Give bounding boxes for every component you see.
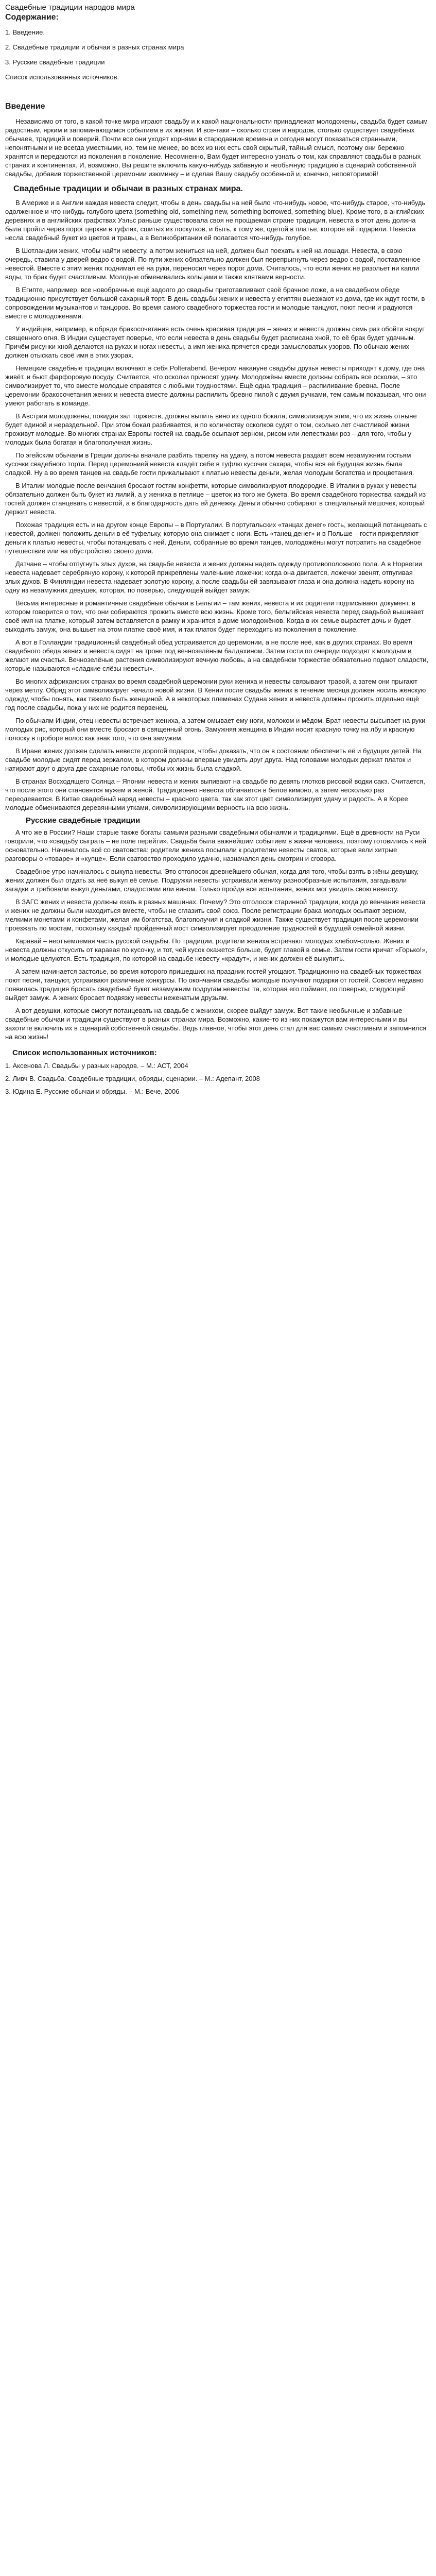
toc-item: 2. Свадебные традиции и обычаи в разных странах мира xyxy=(5,43,184,51)
source-item: 2. Ливч В. Свадьба. Свадебные традиции, обряды, сценарии. – М.: Адепант, 2008 xyxy=(5,1075,260,1082)
body-paragraph: А затем начинается застолье, во время которого пришедших на праздник гостей угощают. Традиционно на свадебных торжествах поют песни, танцуют, устраивают различные конкурсы. По окончании свадьбы молодые получают подарки от гостей. Совсем недавно появилась традиция бросать свадебный букет незамужним подругам невесты: та, которая его поймает, по поверью, следующей выйдет замуж. А жених бросает подвязку невесты неженатым друзьям. xyxy=(5,968,424,1002)
world-traditions-section xyxy=(5,198,429,812)
intro-paragraph: Независимо от того, в какой точке мира играют свадьбу и к какой национальности принадлежат молодожены, свадьба будет самым радостным, ярким и запоминающимся событием в их жизни. И все-таки – сколько стран и народов, столько существует свадебных обычаев, традиций и поверий. Почти все они уходят корнями в стародавние времена и сегодня могут показаться странными, непонятными и не всегда уместными, но, тем не менее, во всех из них есть свой скрытый, тайный смысл, поэтому они бережно хранятся и передаются из поколения в поколение. Несомненно, Вам будет интересно узнать о том, как справляют свадьбы в разных странах и континентах. И, возможно, Вы решите включить какую-нибудь забавную и необычную традицию в сценарий собственной свадьбы, добавив торжественной церемонии изюминку – и сделав Вашу свадьбу особенной и, конечно, неповторимой! xyxy=(5,117,428,178)
toc-item: 1. Введение. xyxy=(5,28,45,36)
sources-list xyxy=(5,1061,429,1096)
body-paragraph: А вот в Голландии традиционный свадебный обед устраивается до церемонии, а не после неё, как в других странах. Во время свадебного обеда жених и невеста сидят на троне под вечнозелёным балдахином. Затем гости по очереди подходят к молодым и желают им счастья. Вечнозелёные растения символизируют вечную любовь, а на свадебном торжестве обязательно подают сладости, которые называются «сладкие слёзы невесты». xyxy=(5,638,429,672)
source-item: 3. Юдина Е. Русские обычаи и обряды. – М.: Вече, 2006 xyxy=(5,1088,180,1095)
russian-traditions-section xyxy=(5,828,429,1041)
body-paragraph: В Италии молодые после венчания бросают гостям конфетти, которые символизируют плодородие. В Италии в руках у невесты обязательно должен быть букет из лилий, а у жениха в петлице – цветок из того же букета. Во время свадебного торжества каждый из гостей должен станцевать с невестой, а в благодарность дать ей денежку. Деньги обычно собирают в специальный мешочек, который держит невеста. xyxy=(5,482,426,516)
section-heading-russian-traditions: Русские свадебные традиции xyxy=(26,816,141,825)
sources-heading: Список использованных источников: xyxy=(12,1048,157,1057)
document xyxy=(0,0,436,1106)
body-paragraph: В Америке и в Англии каждая невеста следит, чтобы в день свадьбы на ней было что-нибудь новое, что-нибудь старое, что-нибудь одолженное и что-нибудь голубого цвета (something old, something new, something borrowed, something blue). Кроме того, в английских деревнях и в английских графствах Уэльс раньше существовала своя не прощаемая стране традиция, невеста в этот день должна была пройти через порог церкви в туфлях, сшитых из лоскутков, и быть, к тому же, одетой в платье, которое ей подарили. Невеста несла свадебный букет из цветов и травы, а в Великобритании ей полагается что-нибудь голубое. xyxy=(5,199,426,242)
intro-section xyxy=(5,117,429,178)
body-paragraph: В Иране жених должен сделать невесте дорогой подарок, чтобы доказать, что он в состоянии обеспечить её и будущих детей. На свадьбе молодые сидят перед зеркалом, в котором должны впервые увидеть друг друга. Над головами молодых держат платок и натирают друг о друга две сахарные головы, чтобы их жизнь была сладкой. xyxy=(5,747,422,772)
body-paragraph: В странах Восходящего Солнца – Японии невеста и жених выпивают на свадьбе по девять глотков рисовой водки сакэ. Считается, что после этого они становятся мужем и женой. Традиционно невеста облачается в белое кимоно, а затем несколько раз переодевается. В Китае свадебный наряд невесты – красного цвета, так как этот цвет символизирует удачу и радость. А в Корее молодые обмениваются деревянными утками, символизирующими верность на всю жизнь. xyxy=(5,777,425,811)
body-paragraph: Немецкие свадебные традиции включают в себя Polterabend. Вечером накануне свадьбы друзья невесты приходят к дому, где она живёт, и бьют фарфоровую посуду. Считается, что осколки приносят удачу. Молодожёны вместе должны собрать все осколки, – это символизирует то, что вместе молодые справятся с любыми трудностями. Ещё одна традиция – распиливание бревна. После церемонии бракосочетания жених и невеста вместе должны распилить бревно пилой с двумя ручками, тем самым показывая, что они умеют работать в команде. xyxy=(5,364,426,407)
body-paragraph: В Египте, например, все новобрачные ещё задолго до свадьбы приготавливают своё брачное ложе, а на свадебном обеде традиционно присутствует большой сахарный торт. В день свадьбы жених и невеста у египтян выезжают из дома, где их ждут гости, в сопровождении музыкантов и танцоров. Во время самого свадебного торжества гости и молодые танцуют, поют песни и радуются вместе с молодоженами. xyxy=(5,286,425,320)
toc-item: 3. Русские свадебные традиции xyxy=(5,58,105,66)
section-heading-world-traditions: Свадебные традиции и обычаи в разных странах мира. xyxy=(13,184,243,193)
body-paragraph: Каравай – неотъемлемая часть русской свадьбы. По традиции, родители жениха встречают молодых хлебом-солью. Жених и невеста должны откусить от каравая по кусочку, и тот, чей кусок окажется больше, будет главой в семье. Затем гости кричат «Горько!», и молодые целуются. Есть традиция, по которой на свадьбе невесту «крадут», и жених должен её выкупить. xyxy=(5,937,428,962)
body-paragraph: Датчане – чтобы отпугнуть злых духов, на свадьбе невеста и жених должны надеть одежду противоположного пола. А в Норвегии невеста надевает серебряную корону, к которой прикреплены маленькие ложечки: когда она двигается, ложечки звенят, отпугивая злых духов. В Финляндии невеста надевает золотую корону, а после свадьбы ей завязывают глаза и она должна надеть корону на одну из незамужних девушек, которая, по поверью, следующей выйдет замуж. xyxy=(5,560,423,594)
body-paragraph: Весьма интересные и романтичные свадебные обычаи в Бельгии – там жених, невеста и их родители подписывают документ, в котором говорится о том, что они собираются прожить вместе всю жизнь. Кроме того, бельгийская невеста перед свадьбой вышивает своё имя на платке, который затем вставляется в рамку и хранится в доме молодожёнов. Когда в их семье вырастет дочь и будет выходить замуж, она вышьет на этом платке своё имя, и так платок будет переходить из поколения в поколение. xyxy=(5,599,424,633)
body-paragraph: У индийцев, например, в обряде бракосочетания есть очень красивая традиция – жених и невеста должны семь раз обойти вокруг священного огня. В Индии существует поверье, что если невеста в день свадьбы будет расписана хной, то её брак будет удачным. Причём рисунки хной делаются на руках и ногах невесты, а имя жениха прячется среди замысловатых узоров. По обычаю жених должен отыскать своё имя в этих узорах. xyxy=(5,325,425,359)
body-paragraph: По обычаям Индии, отец невесты встречает жениха, а затем омывает ему ноги, молоком и мёдом. Брат невесты высыпает на руки молодых рис, который они вместе бросают в священный огонь. Замужняя женщина в Индии носит красную точку на лбу и красную полоску в проборе волос как знак того, что она замужем. xyxy=(5,717,426,742)
body-paragraph: По эгейским обычаям в Греции должны вначале разбить тарелку на удачу, а потом невеста раздаёт всем незамужним гостьям кусочки свадебного торта. Перед церемонией невеста кладёт себе в туфлю кусочек сахара, чтобы вся её будущая жизнь была сладкой. Ну а во время танцев на свадьбе гости прикалывают к платью невесты деньги, желая молодым богатства и процветания. xyxy=(5,451,414,477)
body-paragraph: А что же в России? Наши старые также богаты самыми разными свадебными обычаями и традициями. Ещё в древности на Руси говорили, что «свадьбу сыграть – не поле перейти». Свадьба была важнейшим событием в жизни человека, поэтому готовились к ней основательно. Начиналось всё со сватовства: родители жениха посылали к родителям невесты сватов, которые вели хитрые разговоры о «товаре» и «купце». Если сватовство проходило удачно, назначался день смотрин и сговора. xyxy=(5,828,426,862)
toc-item: Список использованных источников. xyxy=(5,73,119,81)
page-title: Свадебные традиции народов мира xyxy=(5,3,135,12)
body-paragraph: Похожая традиция есть и на другом конце Европы – в Португалии. В португальских «танцах денег» гость, желающий потанцевать с невестой, должен положить деньги в её туфельку, которую она снимает с ноги. Есть «танец денег» и в Польше – гости прикрепляют деньги к платью невесты, чтобы потанцевать с ней. Деньги, собранные во время танцев, молодожёны могут потратить на свадебное путешествие или на обустройство своего дома. xyxy=(5,521,427,555)
body-paragraph: Свадебное утро начиналось с выкупа невесты. Это отголосок древнейшего обычая, когда для того, чтобы взять в жёны девушку, жених должен был отдать за неё выкуп её семье. Подружки невесты устраивали жениху разнообразные испытания, загадывали загадки и требовали выкуп деньгами, сладостями или вином. Только пройдя все испытания, жених мог увидеть свою невесту. xyxy=(5,868,419,893)
toc-heading: Содержание: xyxy=(5,13,59,22)
body-paragraph: А вот девушки, которые смогут потанцевать на свадьбе с женихом, скорее выйдут замуж. Вот такие необычные и забавные свадебные обычаи и традиции существуют в разных странах мира. Возможно, какие-то из них покажутся вам интересными и вы захотите включить их в сценарий собственной свадьбы. Ведь главное, чтобы этот день стал для вас самым счастливым и запомнился на всю жизнь! xyxy=(5,1007,427,1041)
body-paragraph: В Австрии молодожены, покидая зал торжеств, должны выпить вино из одного бокала, символизируя этим, что их жизнь отныне будет единой и нераздельной. При этом бокал разбивается, и по количеству осколков судят о том, сколько лет счастливой жизни проживут молодые. Во многих странах Европы гостей на свадьбе осыпают зерном, рисом или лепестками роз – для того, чтобы у молодых была богатая и благополучная жизнь. xyxy=(5,412,417,446)
body-paragraph: В Шотландии жених, чтобы найти невесту, а потом жениться на ней, должен был поехать к ней на лошади. Невеста, в свою очередь, ставила у дверей ведро с водой. По пути жених обязательно должен был перепрыгнуть через ведро с водой, поставленное невестой. Вместе с этим жених поднимал её на руки, переносил через порог дома. Считалось, что если жених не разольет ни капли воды, то брак будет счастливым. Молодые обменивались кольцами и также клятвами верности. xyxy=(5,247,421,281)
intro-heading: Введение xyxy=(5,102,45,111)
table-of-contents xyxy=(5,28,429,81)
source-item: 1. Аксенова Л. Свадьбы у разных народов. – М.: АСТ, 2004 xyxy=(5,1062,188,1070)
body-paragraph: Во многих африканских странах во время свадебной церемонии руки жениха и невесты связывают травой, а затем они прыгают через метлу. Обряд этот символизирует начало новой жизни. В Кении после свадьбы жених в течение месяца должен носить женскую одежду, чтобы понять, как тяжело быть женщиной. А в некоторых племенах Судана жених и невеста должны прожить отдельно ещё год после свадьбы, пока у них не родится первенец. xyxy=(5,677,426,711)
body-paragraph: В ЗАГС жених и невеста должны ехать в разных машинах. Почему? Это отголосок старинной традиции, когда до венчания невеста и жених не должны были находиться вместе, чтобы не сглазить свой союз. После регистрации брака молодых осыпают зерном, мелкими монетами и конфетами, желая им богатства, благополучия и сладкой жизни. Также существует традиция после церемонии проезжать по мостам, поскольку каждый пройденный мост символизирует преодоление трудностей в будущей семейной жизни. xyxy=(5,898,426,932)
